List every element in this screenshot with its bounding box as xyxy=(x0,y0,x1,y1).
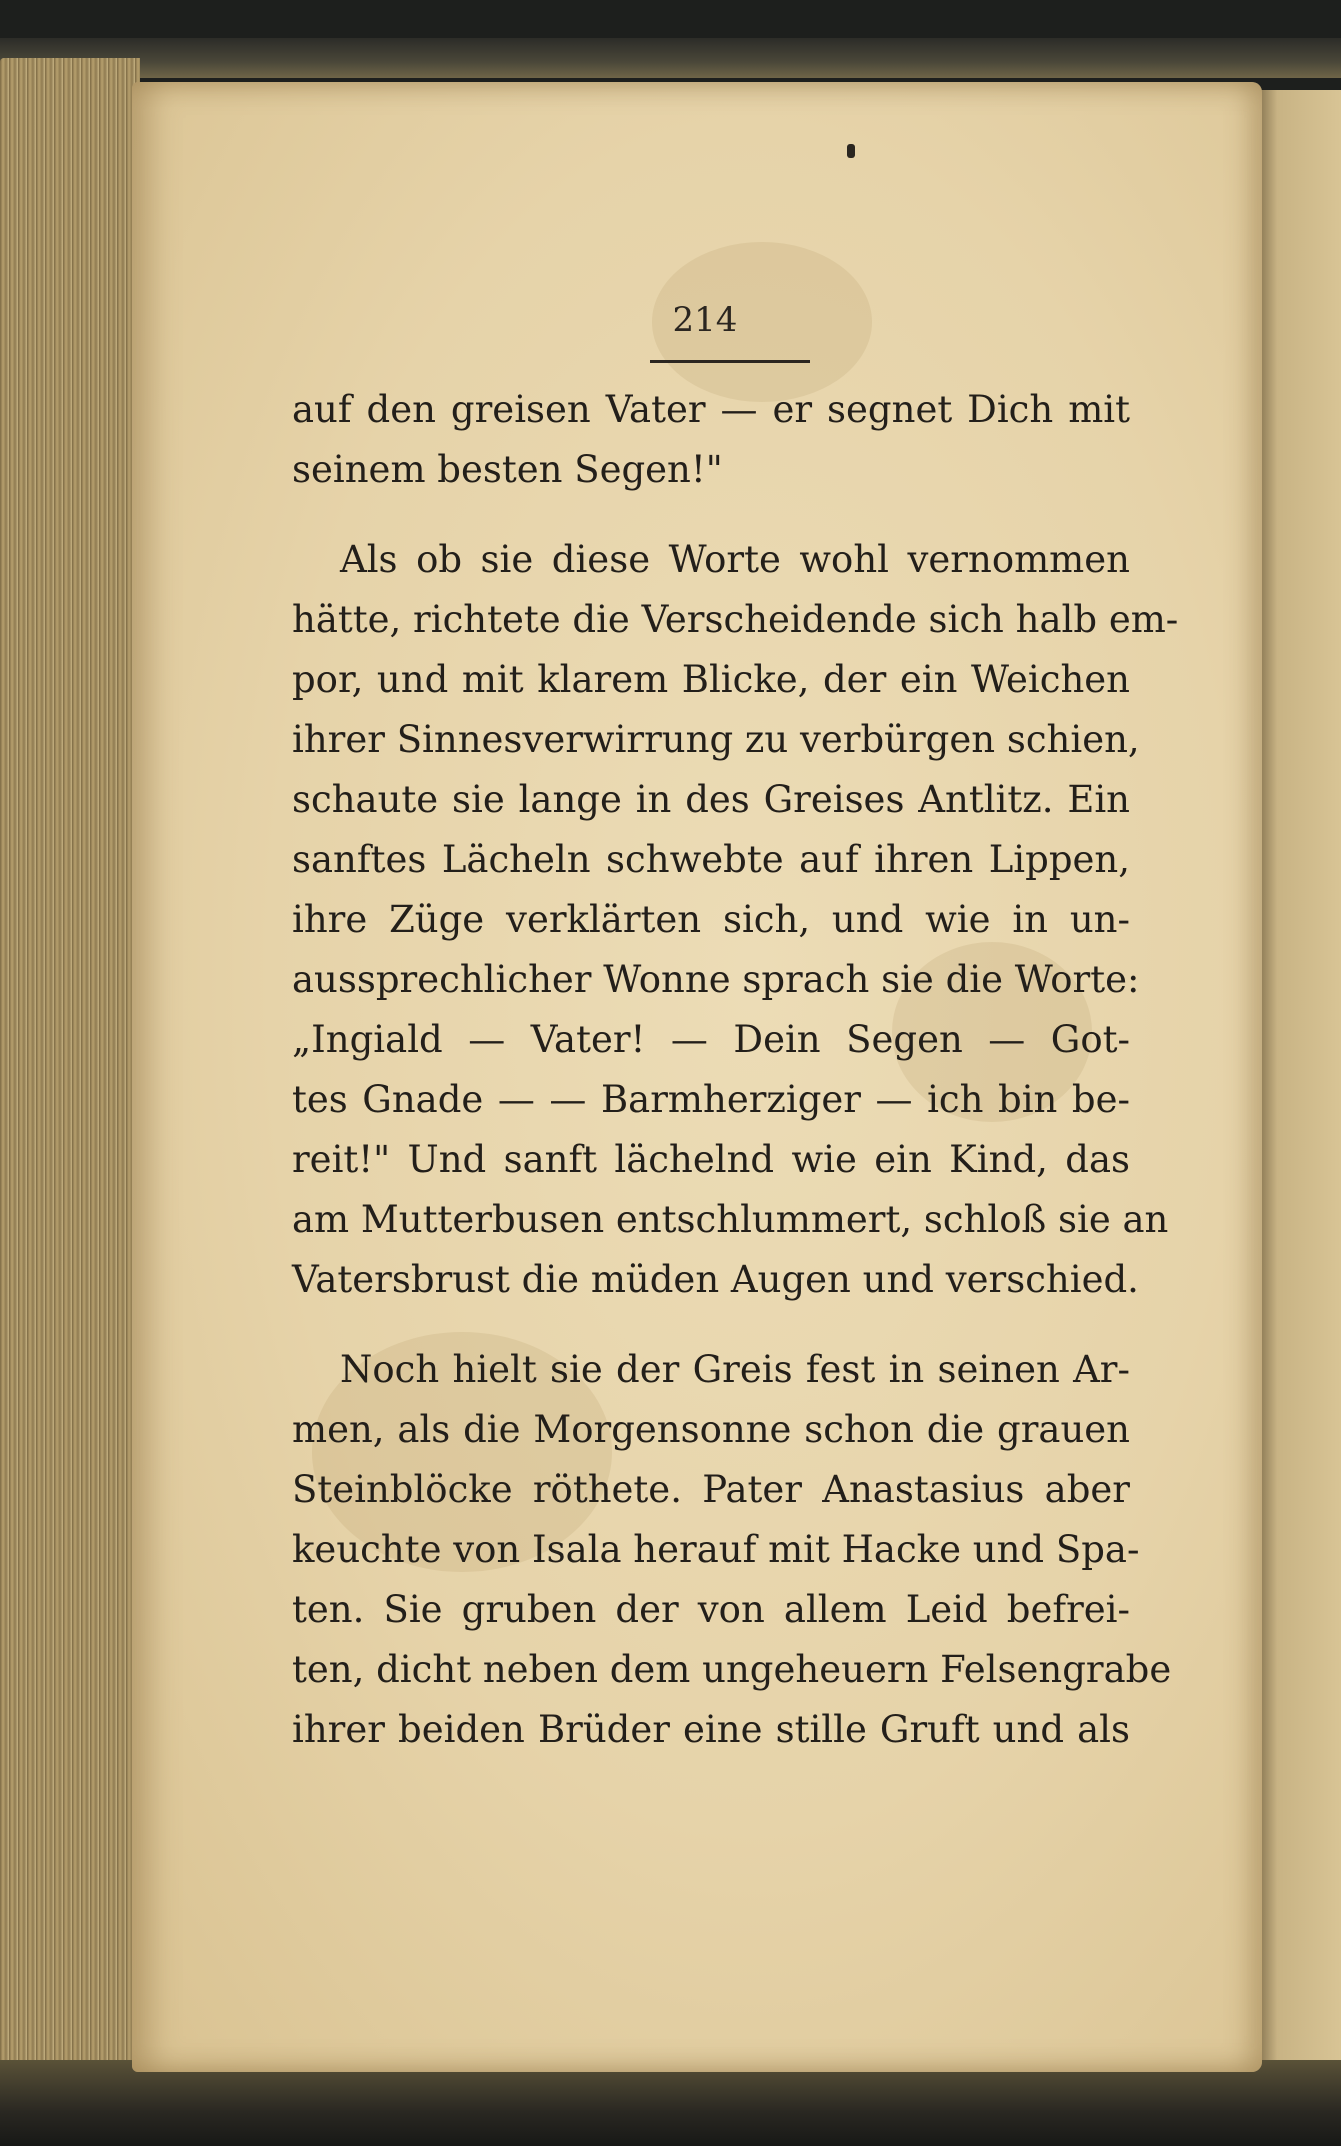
text-line: ihrer beiden Brüder eine stille Gruft und als xyxy=(292,1708,1130,1751)
text-line: „Ingiald — Vater! — Dein Segen — Got- xyxy=(292,1018,1130,1061)
text-line: am Mutterbusen entschlummert, schloß sie an xyxy=(292,1198,1169,1241)
ink-speck xyxy=(847,144,855,158)
text-line: aussprechlicher Wonne sprach sie die Worte: xyxy=(292,958,1140,1001)
paragraph-1 xyxy=(292,380,1130,500)
text-line: auf den greisen Vater — er segnet Dich mit xyxy=(292,388,1130,431)
paragraph-2 xyxy=(292,530,1179,1310)
text-line: por, und mit klarem Blicke, der ein Weichen xyxy=(292,658,1130,701)
adjacent-page-edge xyxy=(1250,90,1341,2070)
text-line: hätte, richtete die Verscheidende sich halb em- xyxy=(292,598,1179,641)
text-line: Als ob sie diese Worte wohl vernommen xyxy=(340,538,1130,581)
text-line: men, als die Morgensonne schon die grauen xyxy=(292,1408,1130,1451)
paragraph-3 xyxy=(292,1340,1172,1760)
text-line: seinem besten Segen!" xyxy=(292,448,723,491)
body-text xyxy=(292,380,1179,1760)
page-number: 214 xyxy=(672,300,738,340)
text-line: ihrer Sinnesverwirrung zu verbürgen schien, xyxy=(292,718,1140,761)
text-line: Steinblöcke röthete. Pater Anastasius aber xyxy=(292,1468,1130,1511)
text-line: sanftes Lächeln schwebte auf ihren Lippen, xyxy=(292,838,1130,881)
text-line: ten. Sie gruben der von allem Leid befrei- xyxy=(292,1588,1130,1631)
page-edges-left xyxy=(0,58,140,2098)
text-line: schaute sie lange in des Greises Antlitz. Ein xyxy=(292,778,1130,821)
text-line: ten, dicht neben dem ungeheuern Felsengrabe xyxy=(292,1648,1172,1691)
text-line: tes Gnade — — Barmherziger — ich bin be- xyxy=(292,1078,1130,1121)
text-line: reit!" Und sanft lächelnd wie ein Kind, das xyxy=(292,1138,1130,1181)
header-rule xyxy=(650,360,810,363)
book-top-edge xyxy=(0,38,1341,78)
book-bottom-edge xyxy=(0,2060,1341,2146)
text-line: keuchte von Isala herauf mit Hacke und Spa- xyxy=(292,1528,1140,1571)
text-line: ihre Züge verklärten sich, und wie in un- xyxy=(292,898,1130,941)
text-line: Vatersbrust die müden Augen und verschied. xyxy=(292,1258,1139,1301)
text-line: Noch hielt sie der Greis fest in seinen Ar- xyxy=(340,1348,1130,1391)
